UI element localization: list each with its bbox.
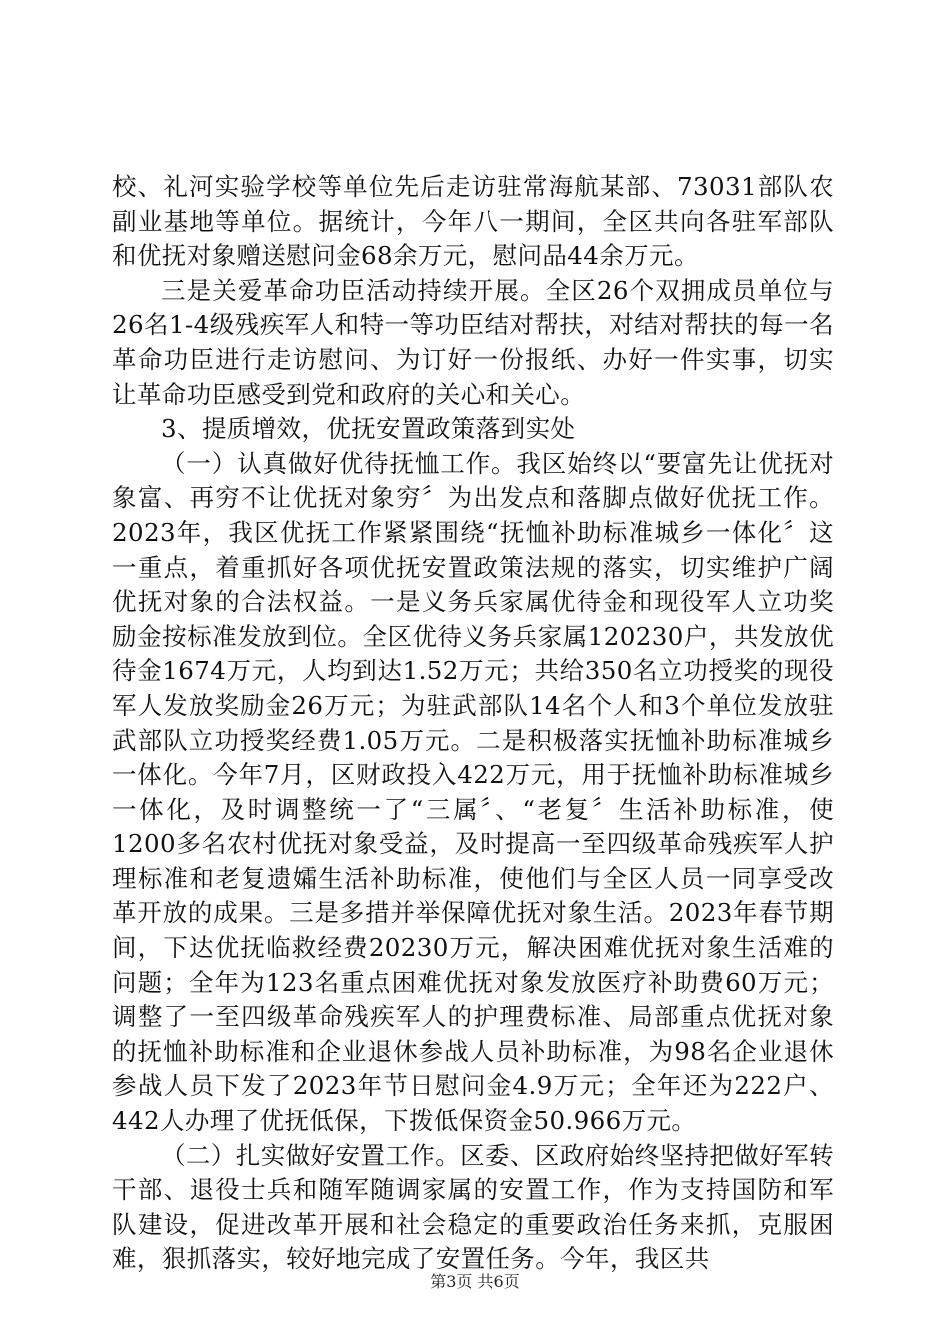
paragraph-1: 校、礼河实验学校等单位先后走访驻常海航某部、73031部队农副业基地等单位。据统计，今年八一期间，全区共向各驻军部队和优抚对象赠送慰问金68余万元，慰问品44余万元。 <box>112 172 834 271</box>
page-footer: 第3页 共6页 <box>430 1272 520 1291</box>
paragraph-4: （二）扎实做好安置工作。区委、区政府始终坚持把做好军转干部、退役士兵和随军随调家属的安置工作，作为支持国防和军队建设，促进改革开展和社会稳定的重要政治任务来抓，克服困难，狠抓落实，较好地完成了安置任务。今年，我区共 <box>112 1140 834 1274</box>
paragraph-3: （一）认真做好优待抚恤工作。我区始终以“要富先让优抚对象富、再穷不让优抚对象穷〞为出发点和落脚点做好优抚工作。2023年，我区优抚工作紧紧围绕“抚恤补助标准城乡一体化〞这一重点，着重抓好各项优抚安置政策法规的落实，切实维护广阔优抚对象的合法权益。一是义务兵家属优待金和现役军人立功奖励金按标准发放到位。全区优待义务兵家属120230户，共发放优待金1674万元，人均到达1.52万元；共给350名立功授奖的现役军人发放奖励金26万元；为驻武部队14名个人和3个单位发放驻武部队立功授奖经费1.05万元。二是积极落实抚恤补助标准城乡一体化。今年7月，区财政投入422万元，用于抚恤补助标准城乡一体化，及时调整统一了“三属〞、“老复〞生活补助标准，使1200多名农村优抚对象受益，及时提高一至四级革命残疾军人护理标准和老复遗孀生活补助标准，使他们与全区人员一同享受改革开放的成果。三是多措并举保障优抚对象生活。2023年春节期间，下达优抚临救经费20230万元，解决困难优抚对象生活难的问题；全年为123名重点困难优抚对象发放医疗补助费60万元；调整了一至四级革命残疾军人的护理费标准、局部重点优抚对象的抚恤补助标准和企业退休参战人员补助标准，为98名企业退休参战人员下发了2023年节日慰问金4.9万元；全年还为222户、442人办理了优抚低保，下拨低保资金50.966万元。 <box>112 448 834 1136</box>
document-body <box>112 170 834 1277</box>
section-heading: 3、提质增效，优抚安置政策落到实处 <box>161 414 576 444</box>
paragraph-2: 三是关爱革命功臣活动持续开展。全区26个双拥成员单位与26名1-4级残疾军人和特一等功臣结对帮扶，对结对帮扶的每一名革命功臣进行走访慰问、为订好一份报纸、办好一件实事，切实让革命功臣感受到党和政府的关心和关心。 <box>112 275 834 409</box>
